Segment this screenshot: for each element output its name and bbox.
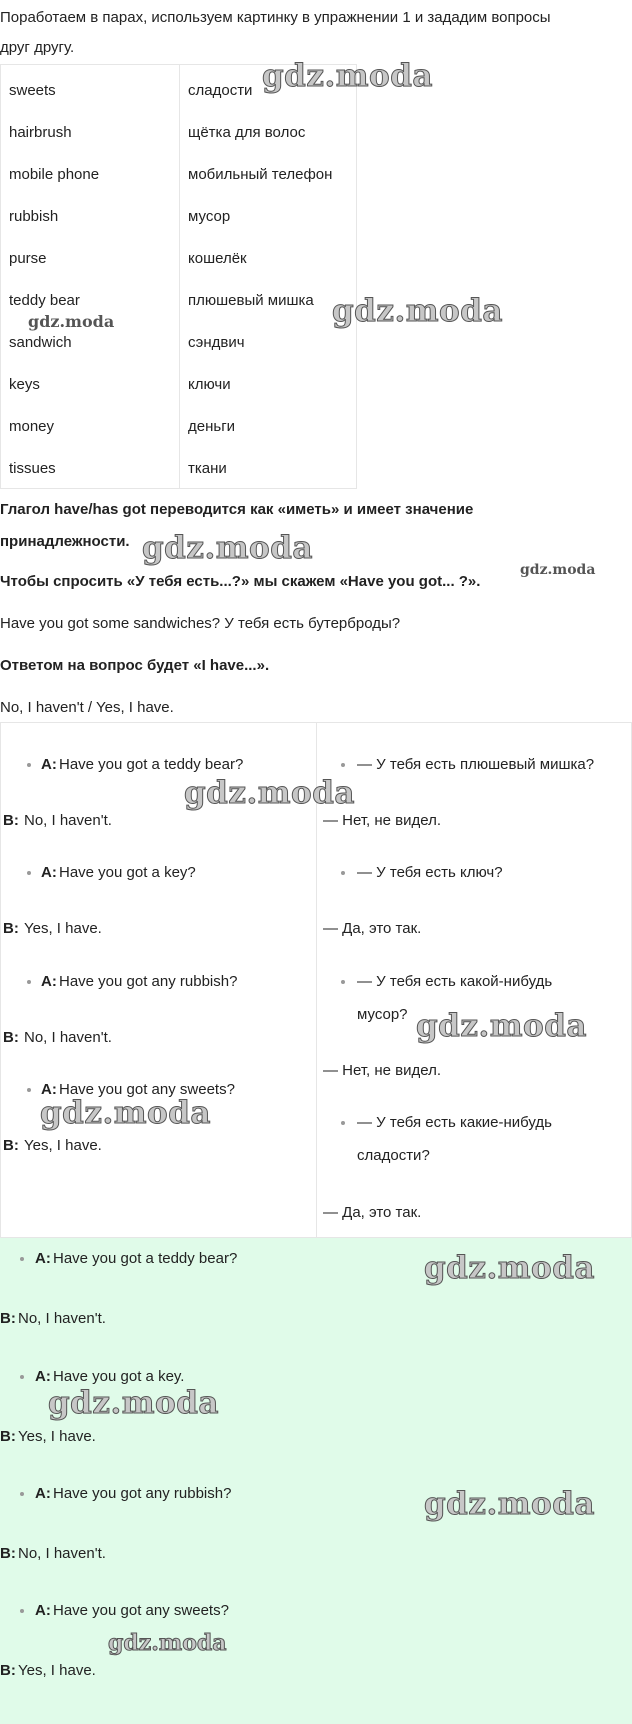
- vocab-en: money: [9, 418, 55, 435]
- bullet-icon: [20, 1609, 24, 1613]
- bullet-icon: [341, 980, 345, 984]
- vocab-en: sandwich: [9, 334, 72, 351]
- vocab-ru: щётка для волос: [188, 124, 306, 141]
- speaker-a-label: A:: [41, 756, 57, 773]
- vocab-en: hairbrush: [9, 124, 72, 141]
- bullet-icon: [27, 980, 31, 984]
- dialog-answer: Yes, I have.: [18, 1662, 96, 1679]
- dialog-answer: No, I haven't.: [24, 812, 112, 829]
- speaker-a-label: A:: [35, 1485, 51, 1502]
- vocab-ru: мобильный телефон: [188, 166, 333, 183]
- dialog-answer-ru: — Нет, не видел.: [323, 812, 442, 829]
- dialog-answer: Yes, I have.: [24, 920, 102, 937]
- vocab-en: rubbish: [9, 208, 59, 225]
- vocab-ru: кошелёк: [188, 250, 247, 267]
- intro-line-2: друг другу.: [0, 39, 75, 56]
- dialog-question: Have you got any rubbish?: [53, 1485, 232, 1502]
- vocab-en: tissues: [9, 460, 56, 477]
- vocab-ru: деньги: [188, 418, 236, 435]
- watermark: gdz.moda: [262, 58, 433, 94]
- speaker-b-label: B:: [0, 1545, 16, 1562]
- dialog-answer: No, I haven't.: [18, 1545, 106, 1562]
- speaker-a-label: A:: [35, 1368, 51, 1385]
- speaker-a-label: A:: [41, 864, 57, 881]
- dialog-question: Have you got a teddy bear?: [59, 756, 244, 773]
- watermark: gdz.moda: [520, 562, 596, 578]
- bullet-icon: [27, 871, 31, 875]
- speaker-b-label: B:: [3, 920, 19, 937]
- dialog-answer: No, I haven't.: [18, 1310, 106, 1327]
- speaker-b-label: B:: [3, 1137, 19, 1154]
- watermark: gdz.moda: [416, 1008, 587, 1044]
- watermark: gdz.moda: [28, 312, 115, 331]
- watermark: gdz.moda: [40, 1095, 211, 1131]
- bullet-icon: [27, 1088, 31, 1092]
- speaker-b-label: B:: [0, 1662, 16, 1679]
- dialog-question: Have you got a key?: [59, 864, 196, 881]
- bullet-icon: [20, 1492, 24, 1496]
- vocabulary-table: [0, 64, 357, 489]
- dialog-question: Have you got any sweets?: [59, 1081, 235, 1098]
- intro-line-1: Поработаем в парах, используем картинку в упражнении 1 и зададим вопросы: [0, 9, 551, 26]
- dialog-answer: Yes, I have.: [18, 1428, 96, 1445]
- dialog-question: Have you got a key.: [53, 1368, 185, 1385]
- speaker-a-label: A:: [41, 973, 57, 990]
- watermark: gdz.moda: [142, 530, 313, 566]
- table-column-divider: [179, 65, 180, 488]
- dialog-question-ru-cont: сладости?: [357, 1147, 430, 1164]
- grammar-rule-line-1: Глагол have/has got переводится как «иметь» и имеет значение: [0, 501, 474, 518]
- vocab-en: keys: [9, 376, 40, 393]
- grammar-rule-line-2: принадлежности.: [0, 533, 130, 550]
- answer-rule: Ответом на вопрос будет «I have...».: [0, 657, 270, 674]
- dialog-answer-ru: — Да, это так.: [323, 920, 422, 937]
- dialog-question-ru: — У тебя есть какие-нибудь: [357, 1114, 552, 1131]
- watermark: gdz.moda: [424, 1250, 595, 1286]
- watermark: gdz.moda: [424, 1486, 595, 1522]
- dialog-question-ru: — У тебя есть плюшевый мишка?: [357, 756, 595, 773]
- vocab-en: sweets: [9, 82, 56, 99]
- dialog-question-ru: — У тебя есть ключ?: [357, 864, 503, 881]
- dialog-question-ru: — У тебя есть какой-нибудь: [357, 973, 553, 990]
- bullet-icon: [341, 871, 345, 875]
- question-rule: Чтобы спросить «У тебя есть...?» мы скажем «Have you got... ?».: [0, 573, 481, 590]
- dialog-question: Have you got a teddy bear?: [53, 1250, 238, 1267]
- bullet-icon: [20, 1257, 24, 1261]
- answer-example: No, I haven't / Yes, I have.: [0, 699, 174, 716]
- bullet-icon: [341, 763, 345, 767]
- vocab-en: teddy bear: [9, 292, 80, 309]
- dialog-question: Have you got any sweets?: [53, 1602, 229, 1619]
- watermark: gdz.moda: [108, 1630, 227, 1656]
- watermark: gdz.moda: [48, 1385, 219, 1421]
- speaker-a-label: A:: [41, 1081, 57, 1098]
- dialog-question: Have you got any rubbish?: [59, 973, 238, 990]
- vocab-ru: сладости: [188, 82, 253, 99]
- dialog-question-ru-cont: мусор?: [357, 1006, 408, 1023]
- vocab-ru: ткани: [188, 460, 227, 477]
- bullet-icon: [20, 1375, 24, 1379]
- vocab-ru: мусор: [188, 208, 231, 225]
- vocab-ru: плюшевый мишка: [188, 292, 314, 309]
- dialog-answer: No, I haven't.: [24, 1029, 112, 1046]
- speaker-b-label: B:: [0, 1428, 16, 1445]
- speaker-b-label: B:: [3, 812, 19, 829]
- example-sentence: Have you got some sandwiches? У тебя есть бутерброды?: [0, 615, 401, 632]
- watermark: gdz.moda: [184, 775, 355, 811]
- speaker-b-label: B:: [3, 1029, 19, 1046]
- vocab-en: mobile phone: [9, 166, 100, 183]
- vocab-en: purse: [9, 250, 47, 267]
- speaker-b-label: B:: [0, 1310, 16, 1327]
- speaker-a-label: A:: [35, 1602, 51, 1619]
- answer-block: [0, 1238, 632, 1724]
- bullet-icon: [27, 763, 31, 767]
- vocab-ru: сэндвич: [188, 334, 245, 351]
- speaker-a-label: A:: [35, 1250, 51, 1267]
- vocab-ru: ключи: [188, 376, 231, 393]
- dialog-answer-ru: — Да, это так.: [323, 1204, 422, 1221]
- dialog-answer-ru: — Нет, не видел.: [323, 1062, 442, 1079]
- watermark: gdz.moda: [332, 293, 503, 329]
- dialog-answer: Yes, I have.: [24, 1137, 102, 1154]
- bullet-icon: [341, 1121, 345, 1125]
